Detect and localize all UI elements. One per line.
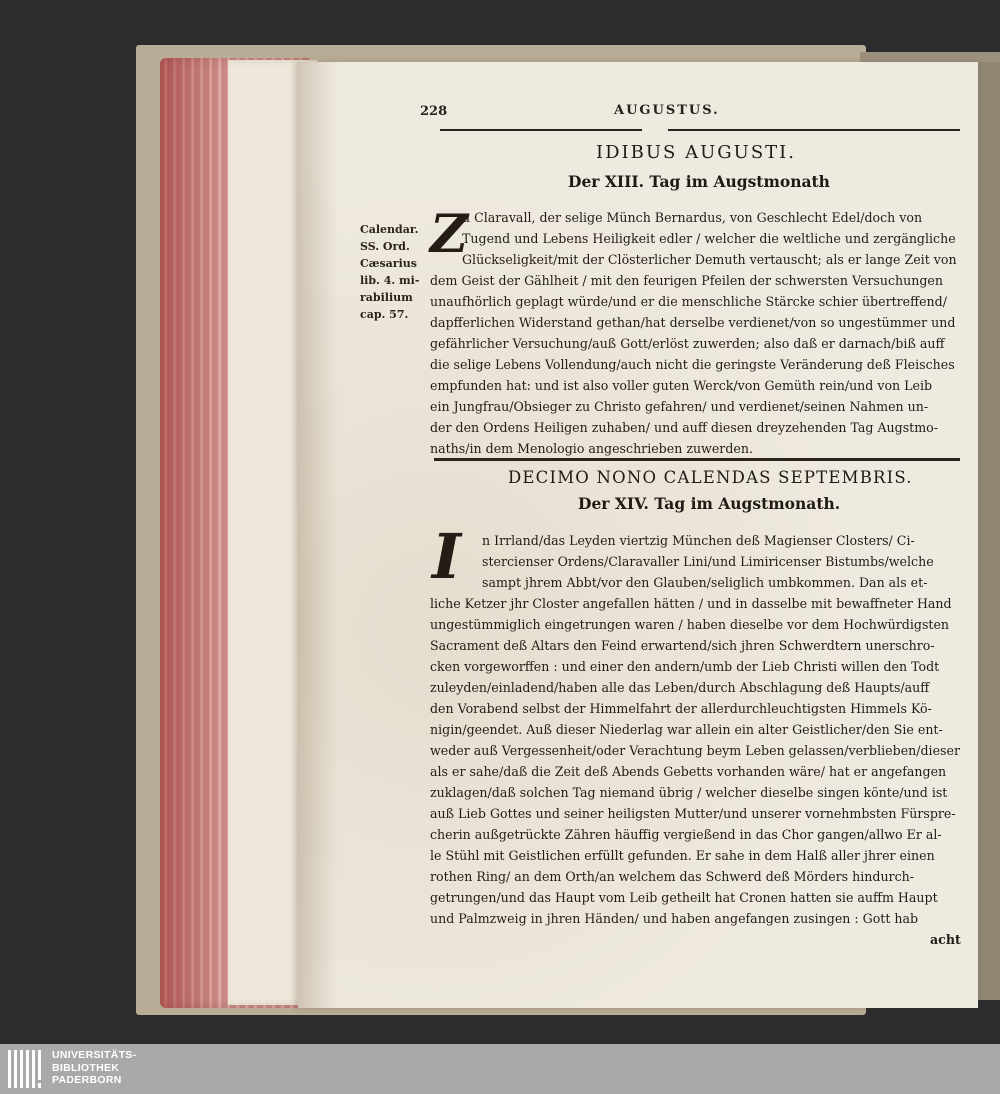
text-line: gefährlicher Versuchung/auß Gott/erlöst zuwerden; also daß er darnach/biß auff xyxy=(430,336,945,351)
text-line: le Stühl mit Geistlichen erfüllt gefunden. Er sahe in dem Halß aller jhrer einen xyxy=(430,848,935,863)
university-library-bars-icon xyxy=(8,1050,44,1088)
text-line: ein Jungfrau/Obsieger zu Christo gefahren/ und verdienet/seinen Nahmen un- xyxy=(430,399,929,414)
text-line: Sacrament deß Altars den Feind erwartend/sich jhren Schwerdtern unerschro- xyxy=(430,638,935,653)
day-heading: Der XIV. Tag im Augstmonath. xyxy=(578,494,841,513)
text-line: dapfferlichen Widerstand gethan/hat derselbe verdienet/von so ungestümmer und xyxy=(430,315,956,330)
page-edges-shade xyxy=(160,58,220,1008)
catchword: acht xyxy=(930,932,961,947)
text-line: zuleyden/einladend/haben alle das Leben/durch Abschlagung deß Haupts/auff xyxy=(430,680,930,695)
margin-note: SS. Ord. xyxy=(360,240,410,253)
text-line: stercienser Ordens/Claravaller Lini/und Limiricenser Bistumbs/welche xyxy=(482,554,934,569)
text-line: Tugend und Lebens Heiligkeit edler / welcher die weltliche und zergängliche xyxy=(462,231,956,246)
text-line: cherin außgetrückte Zähren häuffig vergießend in das Chor gangen/allwo Er al- xyxy=(430,827,942,842)
logo-line: UNIVERSITÄTS- xyxy=(52,1049,137,1061)
section-heading: IDIBUS AUGUSTI. xyxy=(596,142,796,163)
margin-note: cap. 57. xyxy=(360,308,409,321)
section-divider xyxy=(434,458,960,461)
text-line: nigin/geendet. Auß dieser Niederlag war allein ein alter Geistlicher/den Sie ent- xyxy=(430,722,943,737)
text-line: sampt jhrem Abbt/vor den Glauben/seliglich umbkommen. Dan als et- xyxy=(482,575,928,590)
library-logo-text xyxy=(52,1049,252,1087)
day-heading: Der XIII. Tag im Augstmonath xyxy=(568,172,830,191)
running-title: AUGUSTUS. xyxy=(614,103,720,118)
text-line: cken vorgeworffen : und einer den andern/umb der Lieb Christi willen den Todt xyxy=(430,659,940,674)
text-line: rothen Ring/ an dem Orth/an welchem das Schwerd deß Mörders hindurch- xyxy=(430,869,914,884)
page-number: 228 xyxy=(420,104,448,119)
margin-note: Calendar. xyxy=(360,223,419,236)
drop-capital: I xyxy=(432,520,462,593)
text-line: ungestümmiglich eingetrungen waren / haben dieselbe vor dem Hochwürdigsten xyxy=(430,617,950,632)
text-line: als er sahe/daß die Zeit deß Abends Gebetts vorhanden wäre/ hat er angefangen xyxy=(430,764,947,779)
margin-note: Cæsarius xyxy=(360,257,417,270)
text-line: empfunden hat: und ist also voller guten Werck/von Gemüth rein/und von Leib xyxy=(430,378,933,393)
text-line: Glückseligkeit/mit der Clösterlicher Demuth vertauscht; als er lange Zeit von xyxy=(462,252,957,267)
logo-line: BIBLIOTHEK xyxy=(52,1061,120,1074)
text-line: zuklagen/daß solchen Tag niemand übrig / welcher dieselbe singen könte/und ist xyxy=(430,785,948,800)
text-line: getrungen/und das Haupt vom Leib getheilt hat Cronen hatten sie auffm Haupt xyxy=(430,890,938,905)
logo-line: PADERBORN xyxy=(52,1074,122,1086)
section-heading: DECIMO NONO CALENDAS SEPTEMBRIS. xyxy=(508,468,913,487)
text-line: und Palmzweig in jhren Händen/ und haben angefangen zusingen : Gott hab xyxy=(430,911,919,926)
gutter-shadow xyxy=(298,62,338,1008)
text-line: liche Ketzer jhr Closter angefallen hätten / und in dasselbe mit bewaffneter Hand xyxy=(430,596,952,611)
text-line: weder auß Vergessenheit/oder Verachtung beym Leben gelassen/verblieben/dieser xyxy=(430,743,960,758)
margin-note: rabilium xyxy=(360,291,413,304)
text-line: die selige Lebens Vollendung/auch nicht die geringste Veränderung deß Fleisches xyxy=(430,357,955,372)
text-line: den Vorabend selbst der Himmelfahrt der allerdurchleuchtigsten Himmels Kö- xyxy=(430,701,932,716)
text-line: dem Geist der Gählheit / mit den feurigen Pfeilen der schwersten Versuchungen xyxy=(430,273,943,288)
text-line: der den Ordens Heiligen zuhaben/ und auff diesen dreyzehenden Tag Augstmo- xyxy=(430,420,939,435)
head-rule-left xyxy=(440,129,642,131)
text-line: auß Lieb Gottes und seiner heiligsten Mutter/und unserer vornehmbsten Fürspre- xyxy=(430,806,956,821)
margin-note: lib. 4. mi- xyxy=(360,274,420,287)
drop-capital: Z xyxy=(430,204,468,265)
library-banner xyxy=(0,1044,1000,1094)
text-line: n Irrland/das Leyden viertzig München deß Magienser Closters/ Ci- xyxy=(482,533,915,548)
text-line: naths/in dem Menologio angeschrieben zuwerden. xyxy=(430,441,753,456)
text-line: unaufhörlich geplagt würde/und er die menschliche Stärcke schier übertreffend/ xyxy=(430,294,947,309)
head-rule-right xyxy=(668,129,960,131)
text-line: u Claravall, der selige Münch Bernardus, von Geschlecht Edel/doch von xyxy=(462,210,923,225)
